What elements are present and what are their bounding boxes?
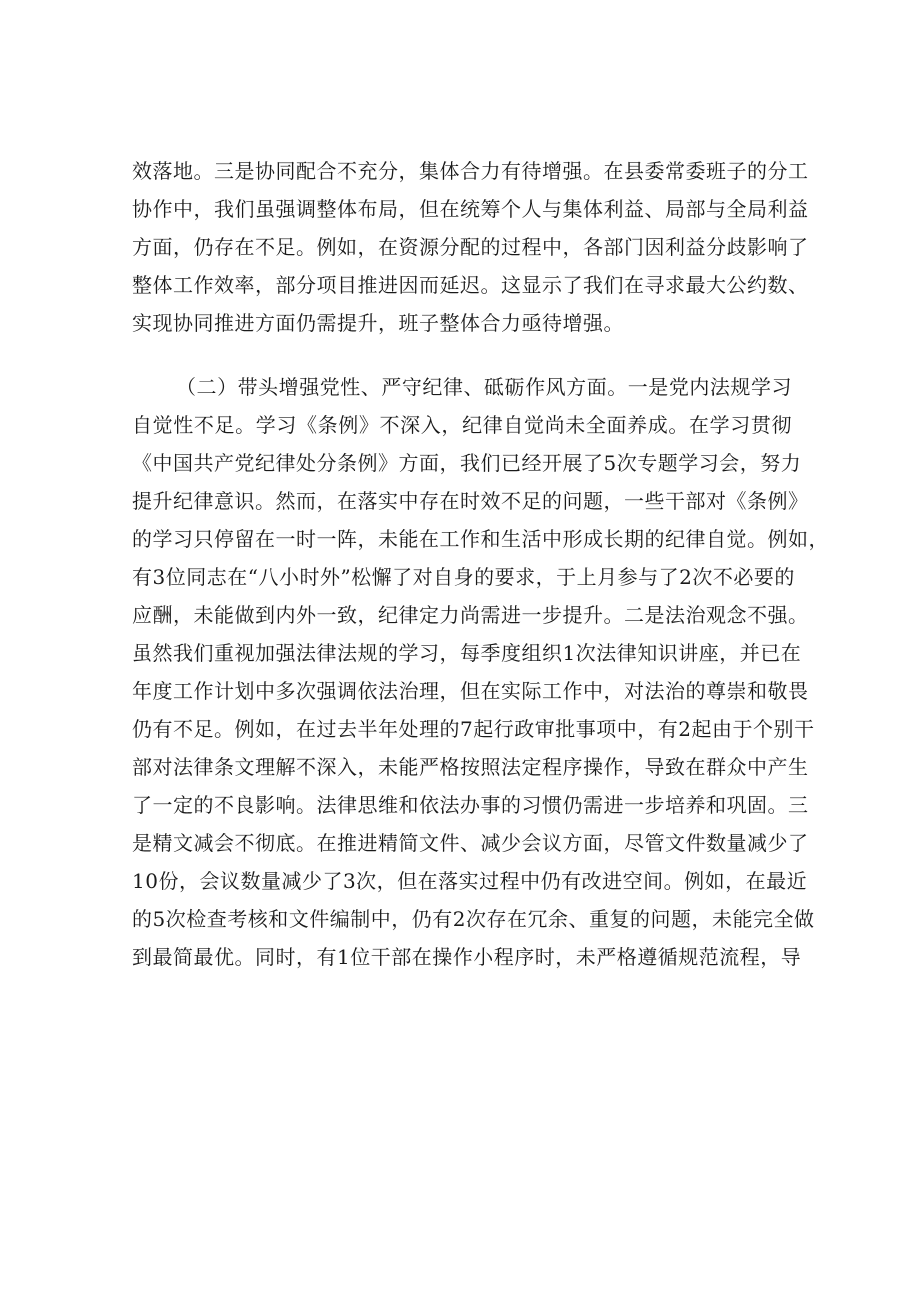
text-line: 年度工作计划中多次强调依法治理，但在实际工作中，对法治的尊崇和敬畏 [132,679,809,703]
text-line: 《中国共产党纪律处分条例》方面，我们已经开展了5次专题学习会，努力 [132,451,802,475]
text-line: 部对法律条文理解不深入，未能严格按照法定程序操作，导致在群众中产生 [132,755,809,779]
text-line: 是精文减会不彻底。在推进精简文件、减少会议方面，尽管文件数量减少了 [132,831,809,855]
section-heading-line: （二）带头增强党性、严守纪律、砥砺作风方面。一是党内法规学习 [176,375,792,399]
text-line: 到最简最优。同时，有1位干部在操作小程序时，未严格遵循规范流程，导 [132,945,802,969]
paragraph-coordination [132,152,809,342]
paragraph-discipline [132,368,829,976]
text-line: 虽然我们重视加强法律法规的学习，每季度组织1次法律知识讲座，并已在 [132,641,802,665]
text-line: 提升纪律意识。然而，在落实中存在时效不足的问题，一些干部对《条例》 [132,489,809,513]
text-line: 的5次检查考核和文件编制中，仍有2次存在冗余、重复的问题，未能完全做 [132,907,815,931]
text-line: 有3位同志在“八小时外”松懈了对自身的要求，于上月参与了2次不必要的 [132,565,795,589]
text-line: 的学习只停留在一时一阵，未能在工作和生活中形成长期的纪律自觉。例如， [132,527,829,551]
text-line: 效落地。三是协同配合不充分，集体合力有待增强。在县委常委班子的分工 [132,159,809,183]
text-line: 自觉性不足。学习《条例》不深入，纪律自觉尚未全面养成。在学习贯彻 [132,413,792,437]
text-line: 仍有不足。例如，在过去半年处理的7起行政审批事项中，有2起由于个别干 [132,717,815,741]
text-line: 了一定的不良影响。法律思维和依法办事的习惯仍需进一步培养和巩固。三 [132,793,809,817]
text-line: 实现协同推进方面仍需提升，班子整体合力亟待增强。 [132,311,624,335]
text-line: 10份，会议数量减少了3次，但在落实过程中仍有改进空间。例如，在最近 [132,869,808,893]
text-line: 应酬，未能做到内外一致，纪律定力尚需进一步提升。二是法治观念不强。 [132,603,809,627]
text-line: 协作中，我们虽强调整体布局，但在统筹个人与集体利益、局部与全局利益 [132,197,809,221]
text-line: 方面，仍存在不足。例如，在资源分配的过程中，各部门因利益分歧影响了 [132,235,809,259]
text-line: 整体工作效率，部分项目推进因而延迟。这显示了我们在寻求最大公约数、 [132,273,809,297]
